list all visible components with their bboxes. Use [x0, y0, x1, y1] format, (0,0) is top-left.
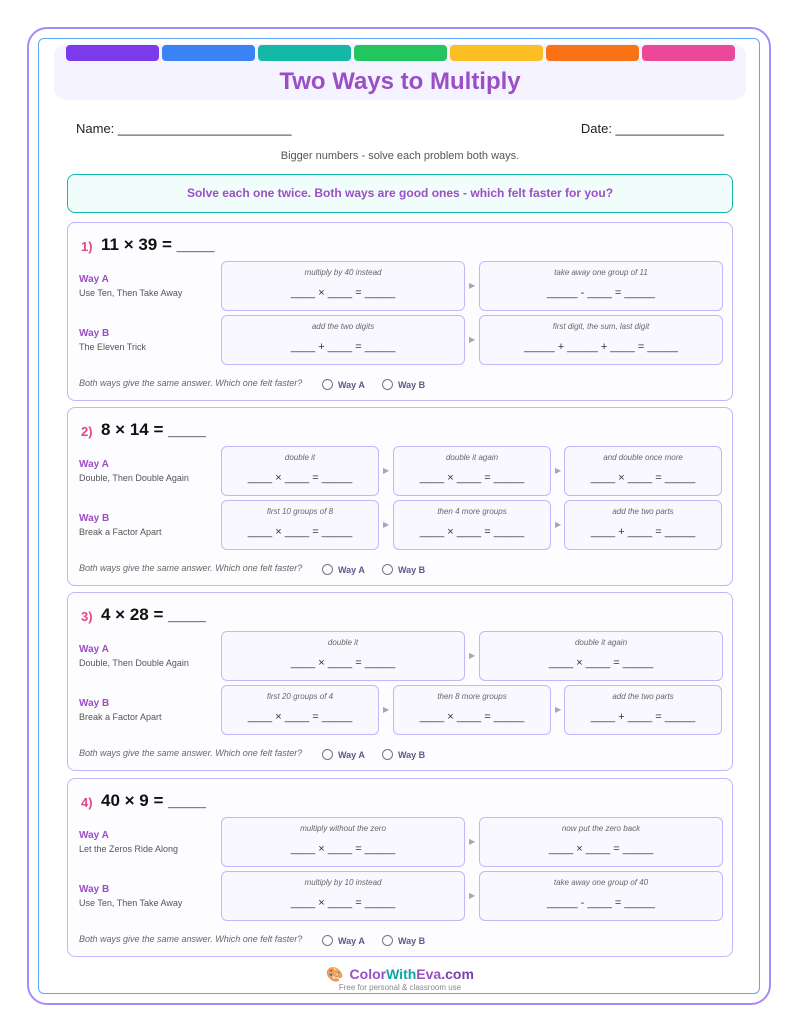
way-description: The Eleven Trick	[79, 342, 147, 352]
step-box[interactable]	[221, 446, 379, 496]
arrow-right-icon: ▶	[383, 705, 390, 714]
arrow-right-icon: ▶	[469, 281, 476, 290]
way-a-label	[79, 274, 182, 298]
step-box[interactable]	[564, 685, 722, 735]
problem-card	[67, 222, 733, 401]
arrow-right-icon: ▶	[469, 335, 476, 344]
rainbow-segment	[354, 45, 447, 61]
step-box[interactable]	[479, 261, 723, 311]
step-box[interactable]	[393, 685, 551, 735]
radio-way-b[interactable]	[382, 935, 425, 946]
rainbow-segment	[642, 45, 735, 61]
arrow-right-icon: ▶	[555, 705, 562, 714]
radio-label: Way A	[338, 749, 365, 760]
step-box[interactable]	[221, 871, 465, 921]
radio-label: Way A	[338, 564, 365, 575]
step-equation[interactable]: ____ + ____ = _____	[590, 526, 696, 538]
instructions: Bigger numbers - solve each problem both ways.	[280, 150, 520, 162]
problem-number: 3)	[81, 609, 93, 624]
rainbow-segment	[450, 45, 543, 61]
way-description: Use Ten, Then Take Away	[79, 898, 183, 908]
step-equation[interactable]: ____ × ____ = _____	[419, 472, 525, 484]
page-title: Two Ways to Multiply	[279, 68, 521, 95]
step-hint: double it again	[574, 638, 628, 647]
radio-circle-icon[interactable]	[382, 379, 393, 390]
step-box[interactable]	[479, 817, 723, 867]
way-b-label	[79, 884, 182, 908]
radio-circle-icon[interactable]	[322, 749, 333, 760]
step-hint: multiply by 10 instead	[304, 878, 382, 887]
step-hint: double it	[284, 453, 316, 462]
radio-way-b[interactable]	[382, 379, 425, 390]
logo-part-2: With	[386, 966, 417, 982]
step-box[interactable]	[221, 817, 465, 867]
step-equation[interactable]: ____ × ____ = _____	[290, 287, 396, 299]
radio-way-a[interactable]	[322, 749, 365, 760]
step-box[interactable]	[564, 446, 722, 496]
radio-label: Way A	[338, 935, 365, 946]
way-a-label	[79, 644, 189, 668]
step-equation[interactable]: ____ × ____ = _____	[290, 843, 396, 855]
arrow-right-icon: ▶	[469, 837, 476, 846]
rainbow-segment	[66, 45, 159, 61]
arrow-right-icon: ▶	[383, 520, 390, 529]
radio-circle-icon[interactable]	[382, 564, 393, 575]
way-description: Break a Factor Apart	[79, 712, 162, 722]
arrow-right-icon: ▶	[555, 520, 562, 529]
way-b-label	[79, 328, 146, 352]
step-box[interactable]	[221, 261, 465, 311]
problem-expression: 11 × 39 = ____	[101, 235, 215, 254]
logo-part-3: Eva	[416, 966, 442, 982]
radio-circle-icon[interactable]	[382, 935, 393, 946]
radio-label: Way B	[398, 379, 426, 390]
radio-label: Way A	[338, 379, 365, 390]
step-hint: take away one group of 11	[554, 268, 648, 277]
step-equation[interactable]: ____ × ____ = _____	[290, 897, 396, 909]
faster-question: Both ways give the same answer. Which one felt faster?	[79, 934, 303, 944]
brand-logo	[0, 966, 800, 992]
way-description: Let the Zeros Ride Along	[79, 844, 179, 854]
faster-question: Both ways give the same answer. Which one felt faster?	[79, 563, 303, 573]
logo-tagline: Free for personal & classroom use	[338, 983, 462, 992]
step-equation[interactable]: _____ + _____ + ____ = _____	[524, 341, 678, 353]
arrow-right-icon: ▶	[383, 466, 390, 475]
step-hint: and double once more	[603, 453, 683, 462]
step-hint: then 4 more groups	[437, 507, 507, 516]
step-equation[interactable]: ____ × ____ = _____	[247, 526, 353, 538]
step-hint: add the two parts	[612, 507, 674, 516]
step-equation[interactable]: ____ × ____ = _____	[247, 472, 353, 484]
faster-question: Both ways give the same answer. Which one felt faster?	[79, 378, 303, 388]
way-a-label	[79, 830, 178, 854]
problem-expression: 8 × 14 = ____	[101, 420, 206, 439]
way-name: Way B	[79, 328, 110, 339]
step-hint: double it	[327, 638, 359, 647]
way-description: Use Ten, Then Take Away	[79, 288, 183, 298]
step-box[interactable]	[221, 315, 465, 365]
rainbow-segment	[162, 45, 255, 61]
problem-expression: 40 × 9 = ____	[101, 791, 206, 810]
step-box[interactable]	[479, 871, 723, 921]
radio-way-b[interactable]	[382, 564, 425, 575]
rainbow-segment	[546, 45, 639, 61]
step-equation[interactable]: ____ × ____ = _____	[247, 711, 353, 723]
radio-circle-icon[interactable]	[382, 749, 393, 760]
step-hint: add the two parts	[612, 692, 674, 701]
rainbow-segment	[258, 45, 351, 61]
arrow-right-icon: ▶	[469, 651, 476, 660]
step-box[interactable]	[221, 500, 379, 550]
step-hint: then 8 more groups	[437, 692, 507, 701]
step-equation[interactable]: ____ + ____ = _____	[590, 711, 696, 723]
step-hint: first 20 groups of 4	[266, 692, 334, 701]
rainbow-bar	[66, 45, 738, 61]
problem-number: 2)	[81, 424, 93, 439]
step-hint: add the two digits	[311, 322, 375, 331]
step-hint: multiply by 40 instead	[304, 268, 382, 277]
logo-part-4: .com	[441, 966, 474, 982]
radio-label: Way B	[398, 749, 426, 760]
radio-circle-icon[interactable]	[322, 564, 333, 575]
date-field: Date: _______________	[580, 121, 724, 136]
arrow-right-icon: ▶	[555, 466, 562, 475]
way-description: Break a Factor Apart	[79, 527, 162, 537]
step-equation[interactable]: ____ × ____ = _____	[548, 843, 654, 855]
step-hint: first 10 groups of 8	[266, 507, 334, 516]
step-equation[interactable]: _____ - ____ = _____	[547, 287, 655, 299]
step-box[interactable]	[393, 500, 551, 550]
way-name: Way A	[79, 644, 109, 655]
problem-number: 1)	[81, 239, 93, 254]
step-hint: now put the zero back	[561, 824, 641, 833]
tip-banner: Solve each one twice. Both ways are good ones - which felt faster for you?	[67, 174, 733, 213]
problem-number: 4)	[81, 795, 93, 810]
step-hint: double it again	[445, 453, 499, 462]
problem-card	[67, 407, 733, 586]
problem-expression: 4 × 28 = ____	[101, 605, 206, 624]
step-box[interactable]	[479, 631, 723, 681]
step-box[interactable]	[564, 500, 722, 550]
step-hint: multiply without the zero	[300, 824, 386, 833]
name-field: Name: ________________________	[76, 121, 292, 136]
radio-circle-icon[interactable]	[322, 379, 333, 390]
way-name: Way A	[79, 274, 109, 285]
way-name: Way B	[79, 513, 110, 524]
way-a-label	[79, 459, 189, 483]
step-hint: take away one group of 40	[553, 878, 649, 887]
step-equation[interactable]: ____ × ____ = _____	[419, 711, 525, 723]
radio-way-a[interactable]	[322, 935, 365, 946]
step-equation[interactable]: _____ - ____ = _____	[547, 897, 655, 909]
step-hint: first digit, the sum, last digit	[552, 322, 650, 331]
way-b-label	[79, 698, 162, 722]
way-name: Way B	[79, 698, 110, 709]
faster-question: Both ways give the same answer. Which one felt faster?	[79, 748, 303, 758]
radio-way-b[interactable]	[382, 749, 425, 760]
problem-card	[67, 592, 733, 771]
radio-way-a[interactable]	[322, 564, 365, 575]
way-name: Way A	[79, 459, 109, 470]
logo-part-1: Color	[349, 966, 387, 982]
way-description: Double, Then Double Again	[79, 658, 189, 668]
arrow-right-icon: ▶	[469, 891, 476, 900]
step-equation[interactable]: ____ + ____ = _____	[290, 341, 396, 353]
step-equation[interactable]: ____ × ____ = _____	[548, 657, 654, 669]
step-equation[interactable]: ____ × ____ = _____	[590, 472, 696, 484]
step-box[interactable]	[221, 631, 465, 681]
step-box[interactable]	[393, 446, 551, 496]
radio-circle-icon[interactable]	[322, 935, 333, 946]
step-box[interactable]	[221, 685, 379, 735]
step-equation[interactable]: ____ × ____ = _____	[290, 657, 396, 669]
radio-label: Way B	[398, 935, 426, 946]
palette-icon: 🎨	[326, 966, 344, 982]
way-b-label	[79, 513, 162, 537]
way-name: Way B	[79, 884, 110, 895]
way-description: Double, Then Double Again	[79, 473, 189, 483]
way-name: Way A	[79, 830, 109, 841]
radio-label: Way B	[398, 564, 426, 575]
step-box[interactable]	[479, 315, 723, 365]
step-equation[interactable]: ____ × ____ = _____	[419, 526, 525, 538]
problem-card	[67, 778, 733, 957]
radio-way-a[interactable]	[322, 379, 365, 390]
